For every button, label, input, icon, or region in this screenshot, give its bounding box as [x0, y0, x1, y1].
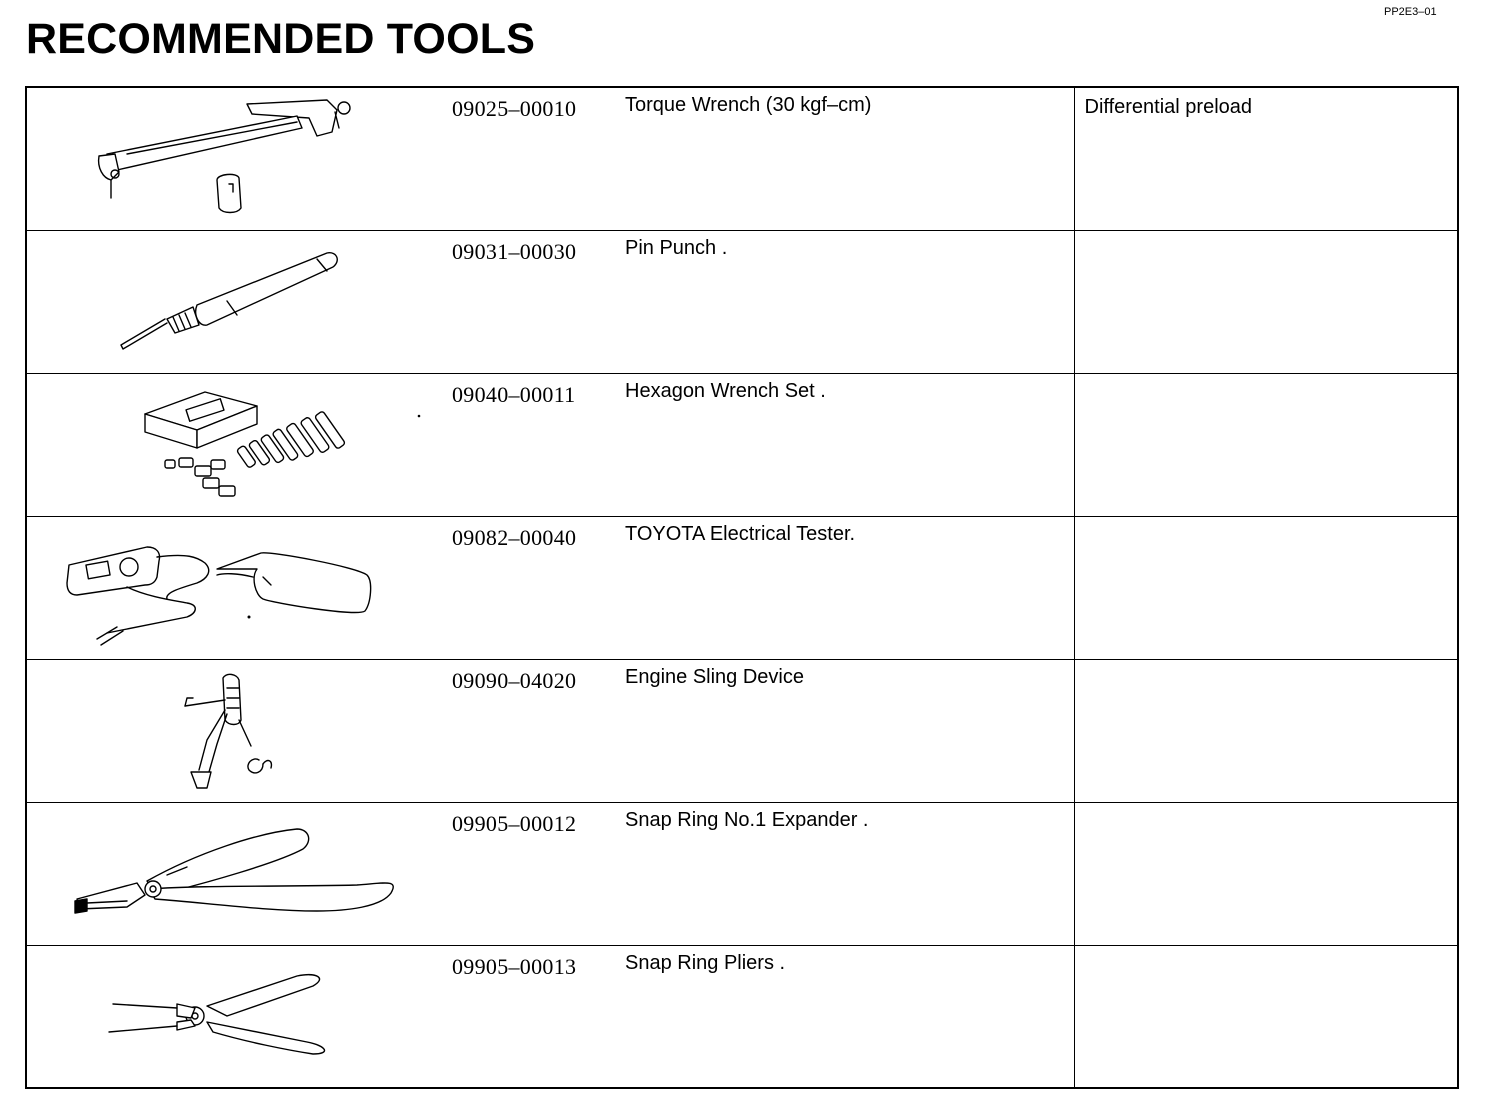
part-number: 09090–04020	[452, 667, 577, 693]
pin-punch-icon	[27, 231, 437, 372]
note-cell	[1074, 802, 1458, 945]
page-code: PP2E3–01	[1384, 6, 1437, 18]
note-cell	[1074, 516, 1458, 659]
page-title: RECOMMENDED TOOLS	[26, 15, 536, 63]
torque-wrench-icon	[27, 88, 437, 229]
part-number: 09031–00030	[452, 238, 577, 264]
note-cell	[1074, 945, 1458, 1088]
table-row	[26, 230, 1458, 373]
table-row	[26, 945, 1458, 1088]
tool-cell	[26, 373, 1074, 516]
table-row	[26, 373, 1458, 516]
table-row	[26, 659, 1458, 802]
tool-cell	[26, 659, 1074, 802]
table-row	[26, 87, 1458, 230]
tool-name: Snap Ring Pliers .	[625, 951, 786, 974]
engine-sling-icon	[27, 660, 437, 801]
part-number: 09040–00011	[452, 381, 576, 407]
tool-name: Pin Punch .	[625, 236, 728, 259]
snap-ring-pliers-icon	[27, 946, 437, 1087]
part-number: 09905–00012	[452, 810, 577, 836]
tool-cell	[26, 516, 1074, 659]
note-cell: Differential preload	[1074, 87, 1458, 230]
tool-name: Engine Sling Device	[625, 665, 804, 688]
note-cell	[1074, 373, 1458, 516]
tool-cell	[26, 945, 1074, 1088]
tool-name: Hexagon Wrench Set .	[625, 379, 826, 402]
snap-ring-expander-icon	[27, 803, 437, 944]
table-row	[26, 802, 1458, 945]
part-number: 09082–00040	[452, 524, 577, 550]
electrical-tester-icon	[27, 517, 437, 658]
tool-name: TOYOTA Electrical Tester.	[625, 522, 856, 545]
tool-name: Snap Ring No.1 Expander .	[625, 808, 869, 831]
part-number: 09905–00013	[452, 953, 577, 979]
note-cell	[1074, 230, 1458, 373]
tool-cell	[26, 802, 1074, 945]
tool-cell	[26, 87, 1074, 230]
hexagon-wrench-set-icon	[27, 374, 437, 515]
tool-name: Torque Wrench (30 kgf–cm)	[625, 94, 872, 116]
note-cell	[1074, 659, 1458, 802]
tools-table	[25, 86, 1459, 1089]
table-row	[26, 516, 1458, 659]
tool-cell	[26, 230, 1074, 373]
part-number: 09025–00010	[452, 96, 577, 121]
